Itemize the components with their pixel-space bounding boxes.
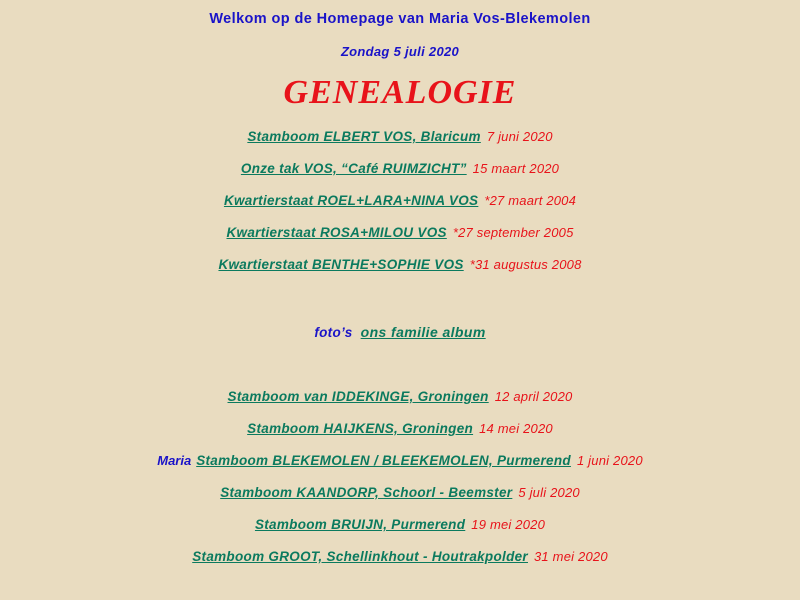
photo-album-line: [0, 272, 800, 340]
page-title: Welkom op de Homepage van Maria Vos-Blekemolen: [209, 11, 591, 27]
list-item: [0, 500, 800, 532]
list-item: [0, 340, 800, 404]
link-kwartierstaat-rosa-milou[interactable]: Kwartierstaat ROSA+MILOU VOS: [226, 225, 447, 240]
date-badge: 19 mei 2020: [471, 517, 546, 532]
list-item: [0, 112, 800, 144]
link-stamboom-haijkens[interactable]: Stamboom HAIJKENS, Groningen: [247, 421, 474, 436]
list-item: [0, 436, 800, 468]
link-stamboom-blekemolen[interactable]: Stamboom BLEKEMOLEN / BLEEKEMOLEN, Purmerend: [196, 453, 571, 468]
date-badge: 31 mei 2020: [534, 549, 608, 564]
date-badge: 12 april 2020: [494, 389, 573, 404]
list-item: [0, 144, 800, 176]
list-item: [0, 468, 800, 500]
date-badge: 14 mei 2020: [479, 421, 553, 436]
link-kwartierstaat-benthe-sophie[interactable]: Kwartierstaat BENTHE+SOPHIE VOS: [218, 257, 464, 272]
genealogie-heading: GENEALOGIE: [283, 74, 517, 111]
date-badge: 1 juni 2020: [576, 453, 643, 468]
link-stamboom-elbert-vos[interactable]: Stamboom ELBERT VOS, Blaricum: [247, 129, 481, 144]
date-badge: 5 juli 2020: [518, 485, 580, 500]
list-item: [0, 176, 800, 208]
link-stamboom-iddekinge[interactable]: Stamboom van IDDEKINGE, Groningen: [227, 389, 489, 404]
date-badge: 15 maart 2020: [472, 161, 560, 176]
date-badge: *27 maart 2004: [484, 193, 577, 208]
link-stamboom-kaandorp[interactable]: Stamboom KAANDORP, Schoorl - Beemster: [220, 485, 513, 500]
date-badge: *31 augustus 2008: [469, 257, 582, 272]
date-badge: *27 september 2005: [452, 225, 574, 240]
list-item: [0, 208, 800, 240]
link-onze-tak-vos[interactable]: Onze tak VOS, “Café RUIMZICHT”: [240, 161, 467, 176]
list-item: [0, 404, 800, 436]
page-date: Zondag 5 juli 2020: [340, 44, 460, 59]
photo-label: foto’s: [314, 325, 353, 340]
list-item: [0, 240, 800, 272]
link-familie-album[interactable]: ons familie album: [360, 324, 486, 340]
list-item: [0, 532, 800, 564]
date-badge: 7 juni 2020: [486, 129, 553, 144]
link-stamboom-groot[interactable]: Stamboom GROOT, Schellinkhout - Houtrakpolder: [192, 549, 528, 564]
maria-prefix-label: Maria: [157, 453, 192, 468]
link-kwartierstaat-roel-lara-nina[interactable]: Kwartierstaat ROEL+LARA+NINA VOS: [223, 193, 479, 208]
link-stamboom-bruijn[interactable]: Stamboom BRUIJN, Purmerend: [254, 517, 466, 532]
